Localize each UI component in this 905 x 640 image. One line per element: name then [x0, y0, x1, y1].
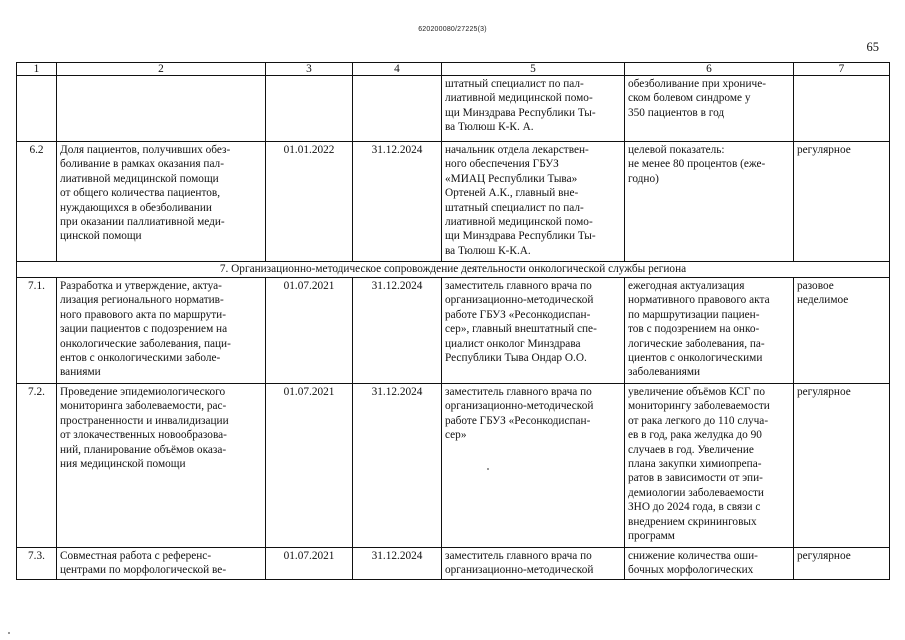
responsible-cell: штатный специалист по пал- лиативной медицинской помо- щи Минздрава Республики Ты- ва Тюлюш К-К. А.	[442, 76, 625, 142]
row-number: 6.2	[17, 142, 57, 262]
activity-name: Совместная работа с референс- центрами по морфологической ве-	[57, 548, 266, 580]
empty-cell	[57, 76, 266, 142]
column-header: 1	[17, 63, 57, 76]
activity-name: Доля пациентов, получивших обез- боливание в рамках оказания пал- лиативной медицинской помощи от общего количества пациентов, нуждающихся в обезболивании при оказании паллиативной меди- цинской помощи	[57, 142, 266, 262]
table-row	[17, 142, 890, 262]
event-type: регулярное	[794, 548, 890, 580]
column-header: 5	[442, 63, 625, 76]
activity-name: Проведение эпидемиологического мониторинга заболеваемости, рас- пространенности и инвалидизации от злокачественных новообразова- ний, планирование объёмов оказа- ния медицинской помощи	[57, 384, 266, 548]
table-row	[17, 384, 890, 548]
start-date: 01.01.2022	[266, 142, 353, 262]
scan-speck	[487, 468, 489, 470]
column-header: 4	[353, 63, 442, 76]
activity-name: Разработка и утверждение, актуа- лизация регионального норматив- ного правового акта по маршрути- зации пациентов с подозрением на онкологические заболевания, паци- ентов с онкологическими заболе- ваниями	[57, 278, 266, 384]
row-number: 7.2.	[17, 384, 57, 548]
row-number: 7.1.	[17, 278, 57, 384]
event-type: разовое неделимое	[794, 278, 890, 384]
indicator-cell: целевой показатель: не менее 80 процентов (еже- годно)	[625, 142, 794, 262]
column-header: 7	[794, 63, 890, 76]
event-type: регулярное	[794, 142, 890, 262]
section-title: 7. Организационно-методическое сопровождение деятельности онкологической службы региона	[17, 262, 890, 278]
page-number: 65	[866, 40, 879, 54]
column-header-row	[17, 63, 890, 76]
indicator-cell: увеличение объёмов КСГ по мониторингу заболеваемости от рака легкого до 110 случа- ев в год, рака желудка до 90 случаев в год. Увеличение плана закупки химиопрепа- ратов в зависимости от эпи- демиологии заболеваемости ЗНО до 2024 года, в связи с внедрением скрининговых программ	[625, 384, 794, 548]
table-row	[17, 548, 890, 580]
scan-speck	[8, 632, 10, 634]
row-number: 7.3.	[17, 548, 57, 580]
responsible-cell: заместитель главного врача по организационно-методической работе ГБУЗ «Ресонкодиспан- сер», главный внештатный спе- циалист онколог Минздрава Республики Тыва Ондар О.О.	[442, 278, 625, 384]
indicator-cell: ежегодная актуализация нормативного правового акта по маршрутизации пациен- тов с подозрением на онко- логические заболевания, па- циентов с онкологическими заболеваниями	[625, 278, 794, 384]
empty-cell	[266, 76, 353, 142]
document-id: 620200080/27225(3)	[418, 26, 487, 33]
table-row	[17, 278, 890, 384]
end-date: 31.12.2024	[353, 278, 442, 384]
end-date: 31.12.2024	[353, 384, 442, 548]
empty-cell	[353, 76, 442, 142]
responsible-cell: заместитель главного врача по организационно-методической	[442, 548, 625, 580]
empty-cell	[794, 76, 890, 142]
start-date: 01.07.2021	[266, 278, 353, 384]
column-header: 3	[266, 63, 353, 76]
plan-table	[16, 62, 890, 580]
column-header: 2	[57, 63, 266, 76]
start-date: 01.07.2021	[266, 384, 353, 548]
indicator-cell: обезболивание при хрониче- ском болевом синдроме у 350 пациентов в год	[625, 76, 794, 142]
end-date: 31.12.2024	[353, 142, 442, 262]
responsible-cell: заместитель главного врача по организационно-методической работе ГБУЗ «Ресонкодиспан- сер»	[442, 384, 625, 548]
column-header: 6	[625, 63, 794, 76]
table-row-continuation	[17, 76, 890, 142]
responsible-cell: начальник отдела лекарствен- ного обеспечения ГБУЗ «МИАЦ Республики Тыва» Ортеней А.К., главный вне- штатный специалист по пал- лиативной медицинской помо- щи Минздрава Республики Ты- ва Тюлюш К-К.А.	[442, 142, 625, 262]
empty-cell	[17, 76, 57, 142]
event-type: регулярное	[794, 384, 890, 548]
start-date: 01.07.2021	[266, 548, 353, 580]
end-date: 31.12.2024	[353, 548, 442, 580]
section-row	[17, 262, 890, 278]
indicator-cell: снижение количества оши- бочных морфологических	[625, 548, 794, 580]
